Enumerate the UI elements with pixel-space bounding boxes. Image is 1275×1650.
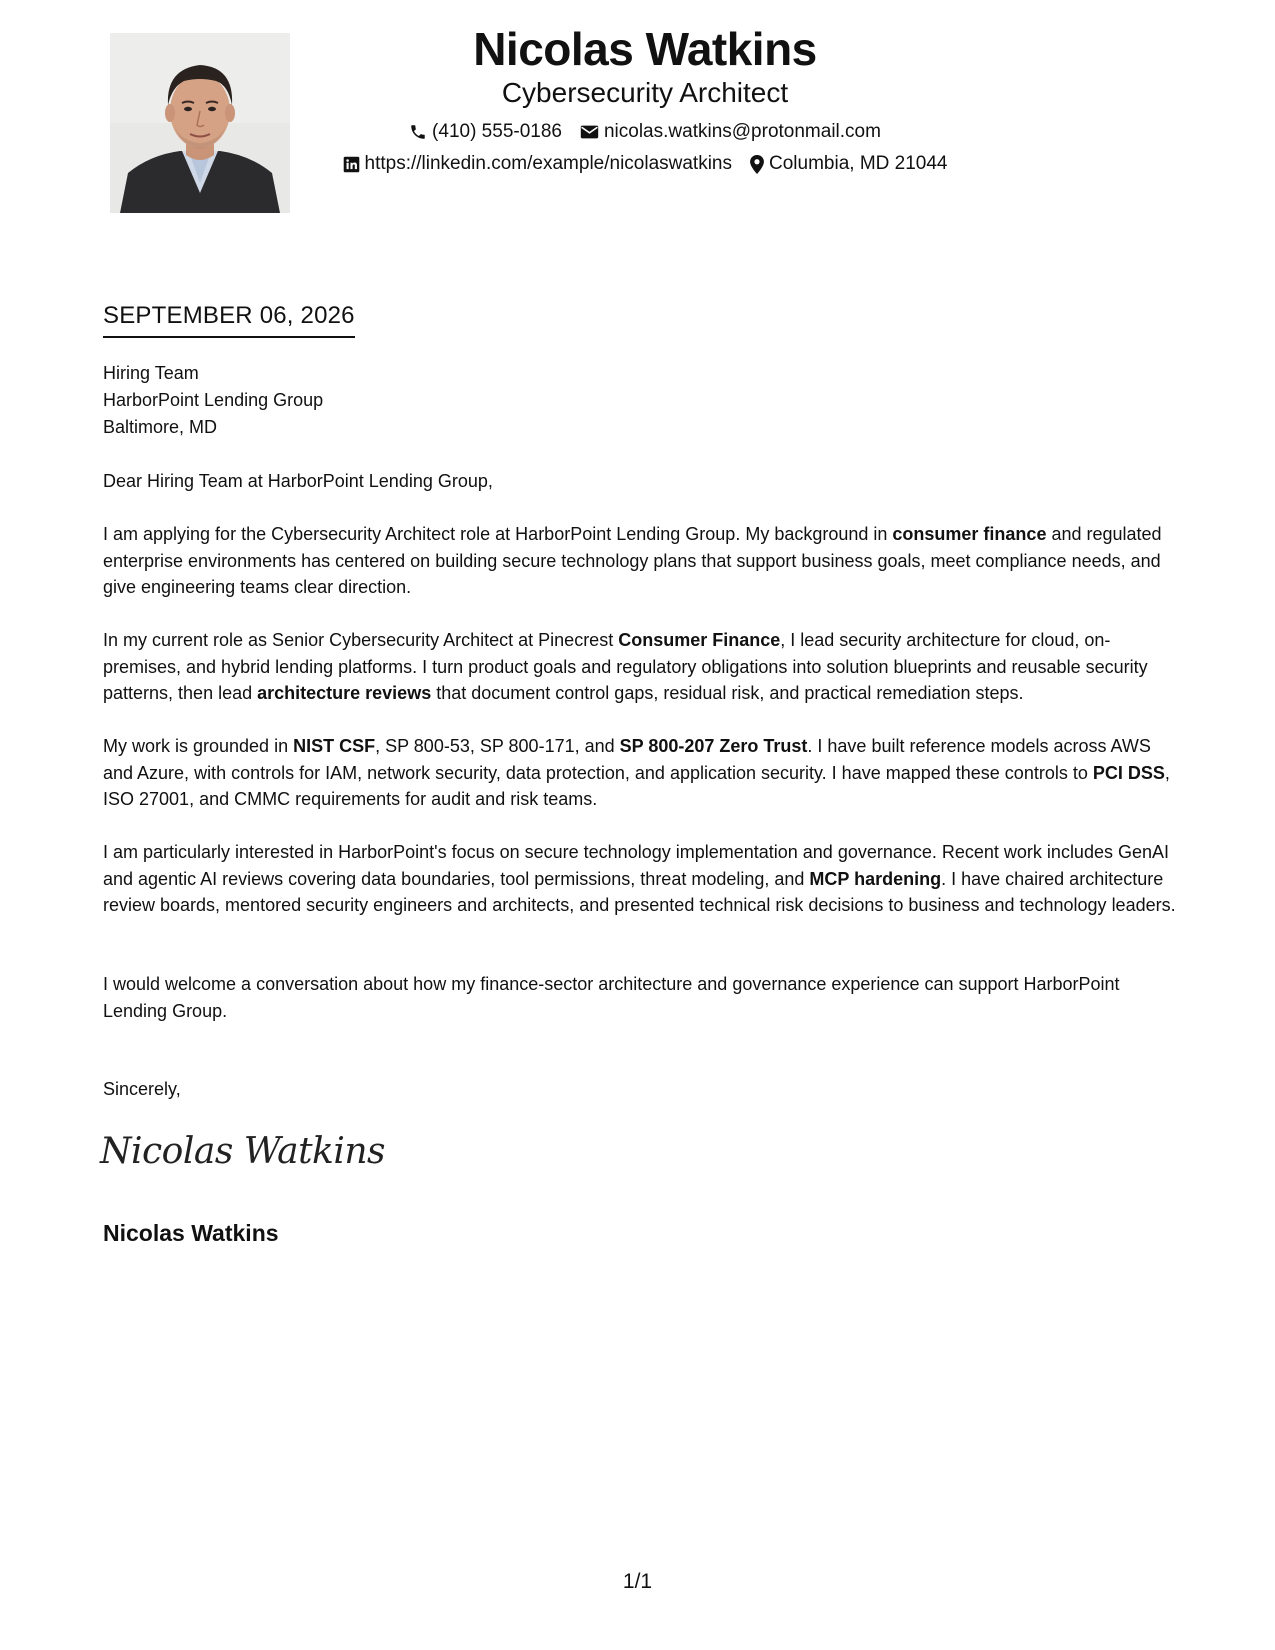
bold-run: PCI DSS [1092, 762, 1165, 783]
phone-icon [409, 123, 427, 141]
text-run: I am particularly interested in HarborPoint's focus on secure technology implementation and governance. Recent work includes GenAI and agentic AI reviews covering data boundaries, tool permissions, threat modeling, and [103, 842, 1169, 889]
handwritten-signature: Nicolas Watkins [100, 1131, 386, 1172]
linkedin-url[interactable]: https://linkedin.com/example/nicolaswatkins [364, 153, 733, 174]
text-run: In my current role as Senior Cybersecurity Architect at Pinecrest [103, 630, 619, 650]
job-title: Cybersecurity Architect [501, 77, 789, 108]
recipient-line: Hiring Team [103, 363, 199, 383]
linkedin-contact [343, 152, 733, 176]
recipient-block [103, 360, 323, 441]
email-address[interactable]: nicolas.watkins@protonmail.com [603, 121, 881, 142]
text-run: I am applying for the Cybersecurity Architect role at HarborPoint Lending Group. My background in [103, 524, 893, 544]
map-pin-icon [750, 155, 764, 174]
paragraph-4-text [103, 839, 1178, 919]
letter-date: SEPTEMBER 06, 2026 [103, 300, 355, 338]
text-run: that document control gaps, residual risk, and practical remediation steps. [431, 683, 1024, 703]
location-text: Columbia, MD 21044 [769, 153, 948, 174]
bold-run: Consumer Finance [618, 630, 781, 650]
closing-text: Sincerely, [103, 1079, 181, 1099]
text-run: , ISO 27001, and CMMC requirements for audit and risk teams. [103, 762, 1170, 809]
signer-name: Nicolas Watkins [103, 1220, 279, 1246]
paragraph-2-text [103, 627, 1178, 707]
email-contact [580, 120, 881, 144]
location-contact [750, 152, 947, 176]
text-run: My work is grounded in [103, 736, 294, 756]
phone-contact [409, 120, 562, 144]
recipient-location: Baltimore, MD [103, 417, 218, 437]
applicant-name: Nicolas Watkins [473, 23, 817, 75]
text-run: . I have chaired architecture review boards, mentored security engineers and architects, and presented technical risk decisions to business and technology leaders. [103, 868, 1176, 915]
text-run: and regulated enterprise environments has centered on building secure technology plans that support business goals, meet compliance needs, and give engineering teams clear direction. [103, 524, 1162, 597]
paragraph-3 [103, 733, 1178, 813]
bold-run: consumer finance [892, 524, 1047, 544]
linkedin-icon [343, 156, 360, 173]
phone-number: (410) 555-0186 [432, 121, 562, 142]
text-run: , SP 800-53, SP 800-171, and [375, 736, 620, 756]
text-run: . I have built reference models across AWS and Azure, with controls for IAM, network security, data protection, and application security. I have mapped these controls to [103, 736, 1151, 783]
salutation [103, 468, 1178, 495]
profile-photo [110, 33, 290, 213]
paragraph-5-text: I would welcome a conversation about how my finance-sector architecture and governance experience can support HarborPoint Lending Group. [103, 974, 1120, 1021]
paragraph-5 [103, 971, 1178, 1024]
header [290, 20, 1000, 176]
bold-run: NIST CSF [293, 736, 376, 756]
bold-run: SP 800-207 Zero Trust [619, 736, 808, 756]
page-number: 1/1 [622, 1570, 653, 1593]
salutation-text: Dear Hiring Team at HarborPoint Lending Group, [103, 471, 493, 491]
contact-row-secondary [290, 152, 1000, 176]
envelope-icon [580, 124, 599, 140]
paragraph-4 [103, 839, 1178, 919]
paragraph-1 [103, 521, 1178, 601]
paragraph-3-text [103, 733, 1178, 813]
closing [103, 1076, 1178, 1103]
paragraph-2 [103, 627, 1178, 707]
bold-run: architecture reviews [257, 683, 432, 703]
recipient-company: HarborPoint Lending Group [103, 390, 324, 410]
portrait-image [110, 33, 290, 213]
text-run: , I lead security architecture for cloud, on-premises, and hybrid lending platforms. I turn product goals and regulatory obligations into solution blueprints and reusable security patterns, then lead [103, 630, 1148, 703]
contact-row-primary [290, 120, 1000, 144]
bold-run: MCP hardening [809, 868, 942, 889]
paragraph-1-text [103, 521, 1178, 601]
